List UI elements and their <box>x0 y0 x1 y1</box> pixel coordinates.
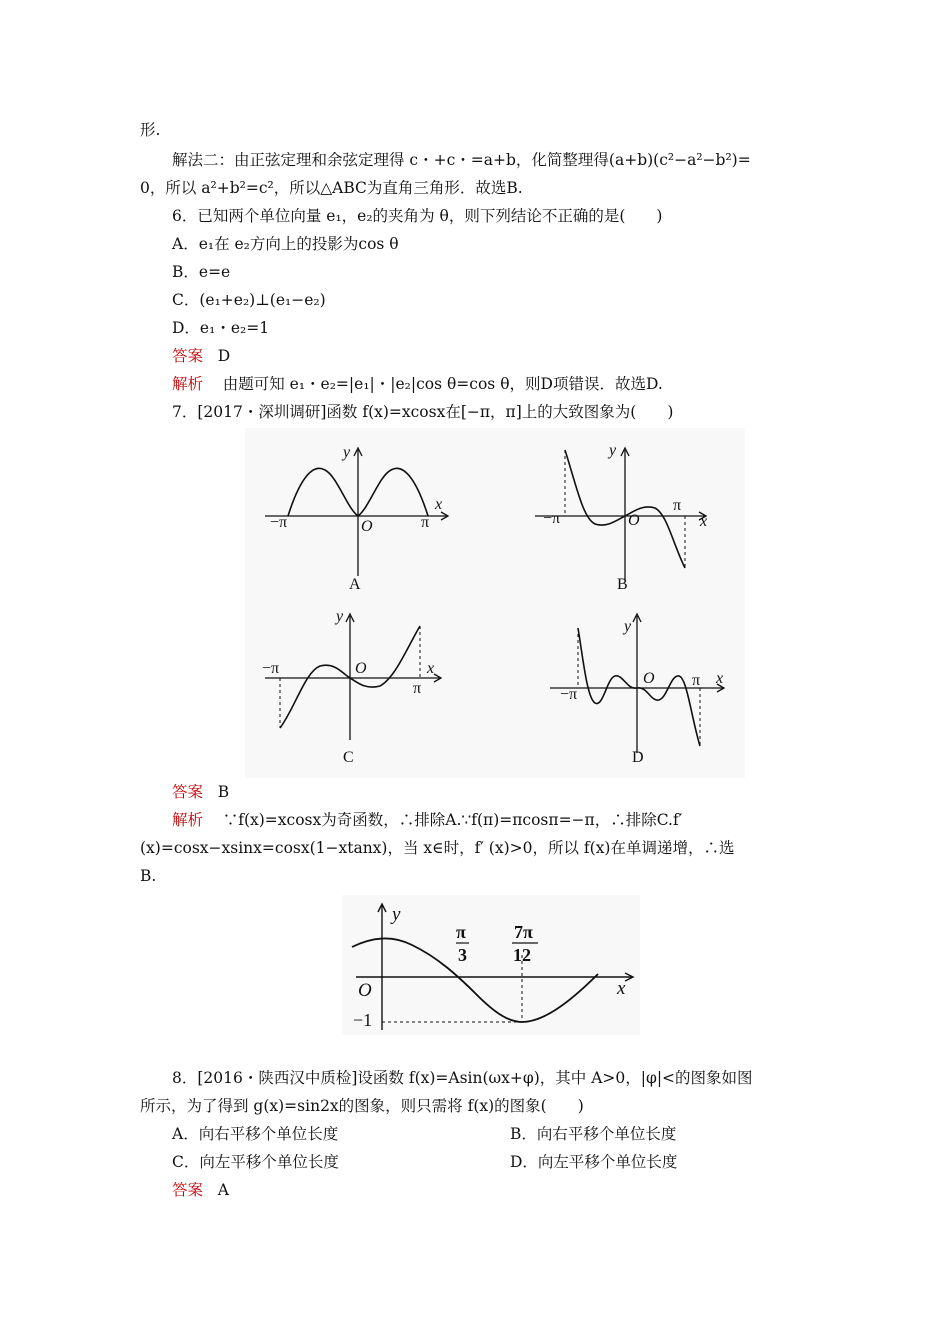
q8-graph-tick1-num: π <box>456 922 466 942</box>
graph-a-origin: O <box>361 518 373 535</box>
q8-graph-tick2-den: 12 <box>513 945 531 965</box>
graph-c-neg-pi: −π <box>262 660 280 677</box>
q8-stem-line1: 8．[2016・陕西汉中质检]设函数 f(x)=Asin(ωx+φ)，其中 A>0，|φ|<的图象如图 <box>172 1069 753 1087</box>
graph-c-caption: C <box>343 749 354 766</box>
q8-option-b: B．向右平移个单位长度 <box>510 1125 677 1143</box>
q8-graph-x-label: x <box>617 978 626 999</box>
q8-graph-origin: O <box>358 980 372 1001</box>
q7-analysis-label: 解析 <box>172 811 204 829</box>
q6-analysis <box>172 374 663 394</box>
q7-analysis-line3: B. <box>140 867 157 885</box>
q6-option-d: D．e₁・e₂=1 <box>172 319 270 337</box>
graph-c-pos-pi: π <box>413 680 422 697</box>
graph-d-neg-pi: −π <box>560 686 578 703</box>
graph-d-x-label: x <box>716 670 724 687</box>
graph-d-y-label: y <box>624 618 632 635</box>
graph-b-caption: B <box>617 576 628 593</box>
q7-analysis-line2: (x)=cosx−xsinx=cosx(1−xtanx)，当 x∈时，f′ (x)>0，所以 f(x)在单调递增，∴选 <box>140 839 735 857</box>
graph-b-x-label: x <box>700 513 708 530</box>
q8-graph-tick2-num: 7π <box>514 922 533 942</box>
graph-d-pos-pi: π <box>692 672 701 689</box>
q6-answer-label: 答案 <box>172 347 204 365</box>
q8-option-c: C．向左平移个单位长度 <box>172 1153 339 1171</box>
graph-b-pos-pi: π <box>673 497 682 514</box>
graph-a-x-label: x <box>435 496 443 513</box>
q7-analysis-line1 <box>172 810 682 830</box>
q8-stem-line2: 所示，为了得到 g(x)=sin2x的图象，则只需将 f(x)的图象( ) <box>140 1097 584 1115</box>
q6-option-c: C．(e₁+e₂)⊥(e₁−e₂) <box>172 291 326 309</box>
q6-stem: 6．已知两个单位向量 e₁，e₂的夹角为 θ，则下列结论不正确的是( ) <box>172 207 663 225</box>
q8-answer <box>172 1180 229 1200</box>
q7-graphs <box>245 428 745 778</box>
q7-analysis-text1: ∵f(x)=xcosx为奇函数，∴排除A.∵f(π)=πcosπ=−π，∴排除C.f′ <box>222 811 683 829</box>
graph-b-origin: O <box>628 512 640 529</box>
q7-stem: 7．[2017・深圳调研]函数 f(x)=xcosx在[−π，π]上的大致图象为( ) <box>172 403 674 421</box>
q7-answer <box>172 782 229 802</box>
q8-graph-min: −1 <box>353 1010 373 1030</box>
graph-c-y-label: y <box>336 608 344 625</box>
graph-a-caption: A <box>349 576 361 593</box>
graph-c-origin: O <box>355 660 367 677</box>
graph-d-origin: O <box>643 670 655 687</box>
graph-a-y-label: y <box>343 444 351 461</box>
paragraph-end: 形. <box>140 121 161 139</box>
q8-option-a: A．向右平移个单位长度 <box>172 1125 339 1143</box>
q6-analysis-label: 解析 <box>172 375 204 393</box>
graph-b-neg-pi: −π <box>543 510 561 527</box>
q8-graph <box>342 895 640 1035</box>
q8-option-d: D．向左平移个单位长度 <box>510 1153 678 1171</box>
q6-answer <box>172 346 230 366</box>
method2-line2: 0，所以 a²+b²=c²，所以△ABC为直角三角形．故选B. <box>140 179 523 197</box>
graph-c-x-label: x <box>427 660 435 677</box>
q8-answer-label: 答案 <box>172 1181 204 1199</box>
q8-graph-y-label: y <box>392 904 401 925</box>
q6-option-a: A．e₁在 e₂方向上的投影为cos θ <box>172 235 399 253</box>
q7-answer-label: 答案 <box>172 783 204 801</box>
graph-d-caption: D <box>632 749 644 766</box>
graph-a-neg-pi: −π <box>270 514 288 531</box>
q8-graph-tick1-den: 3 <box>458 945 467 965</box>
q6-option-b: B．e=e <box>172 263 231 281</box>
graph-a-pos-pi: π <box>421 514 430 531</box>
q6-answer-value: D <box>217 347 231 365</box>
method2-line1: 解法二：由正弦定理和余弦定理得 c・+c・=a+b，化简整理得(a+b)(c²−a²−b²)= <box>172 151 751 169</box>
q6-analysis-text: 由题可知 e₁・e₂=|e₁|・|e₂|cos θ=cos θ，则D项错误．故选D. <box>222 375 663 393</box>
q8-answer-value: A <box>217 1181 229 1199</box>
q7-answer-value: B <box>217 783 230 801</box>
graph-b-y-label: y <box>609 442 617 459</box>
